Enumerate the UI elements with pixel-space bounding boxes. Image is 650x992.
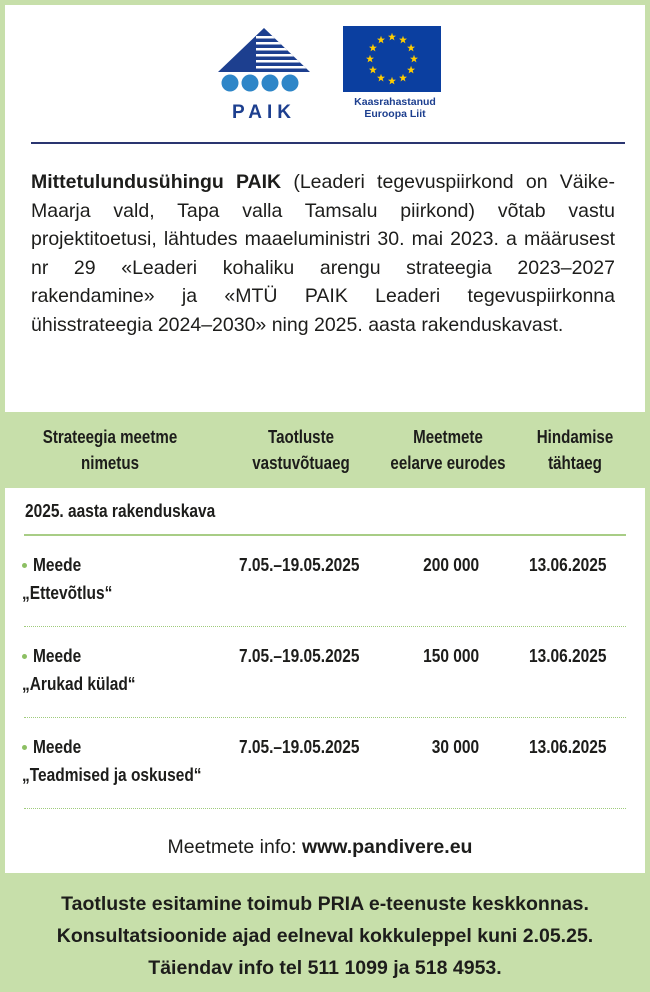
measure-label: Meede: [33, 646, 82, 666]
table-row: [0, 551, 650, 641]
eu-logo: [343, 26, 447, 124]
intro-lead: Mittetulundusühingu PAIK: [31, 171, 282, 193]
intro-divider: [31, 142, 625, 144]
budget-value: 150 000: [423, 646, 479, 666]
eu-caption: Kaasrahastanud Euroopa Liit: [354, 96, 436, 120]
paik-emblem-icon: [216, 26, 312, 124]
budget-value: 30 000: [431, 737, 479, 757]
eu-flag-icon: [343, 26, 441, 92]
plan-title: 2025. aasta rakenduskava: [25, 501, 216, 521]
bullet-icon: [22, 563, 27, 568]
measure-name: „Ettevõtlus“: [22, 583, 113, 603]
header-application-period: Taotluste vastuvõtuaeg: [252, 427, 350, 473]
table-row: [0, 733, 650, 823]
header-budget: Meetmete eelarve eurodes: [390, 427, 506, 473]
row-divider: [24, 808, 626, 809]
plan-divider: [24, 534, 626, 536]
row-divider: [24, 626, 626, 627]
footer-line-consultation: Konsultatsioonide ajad eelneval kokkuleppel kuni 2.05.25.: [56, 925, 594, 947]
footer-notice: [0, 888, 650, 984]
table-row: [0, 642, 650, 732]
measure-name: „Teadmised ja oskused“: [22, 765, 202, 785]
footer-line-contact: Täiendav info tel 511 1099 ja 518 4953.: [148, 957, 502, 979]
deadline-value: 13.06.2025: [529, 555, 607, 575]
measure-label: Meede: [33, 737, 82, 757]
row-divider: [24, 717, 626, 718]
application-period: 7.05.–19.05.2025: [239, 555, 360, 575]
intro-body: (Leaderi tegevuspiirkond on Väike-Maarja vald, Tapa valla Tamsalu piirkond) võtab vastu projektitoetusi, lähtudes maaeluministri 30. mai 2023. a määrusest nr 29 «Leaderi kohaliku arengu strateegia 2023–2027 rakendamine» ja «MTÜ PAIK Leaderi tegevuspiirkonna ühisstrateegia 2024–2030» ning 2025. aasta rakenduskavast.: [31, 171, 616, 336]
info-label: Meetmete info:: [167, 836, 302, 858]
deadline-value: 13.06.2025: [529, 646, 607, 666]
info-line: [0, 834, 640, 860]
application-period: 7.05.–19.05.2025: [239, 737, 360, 757]
website-link[interactable]: www.pandivere.eu: [301, 836, 473, 858]
footer-line-submission: Taotluste esitamine toimub PRIA e-teenuste keskkonnas.: [61, 893, 589, 915]
deadline-value: 13.06.2025: [529, 737, 607, 757]
paik-logo: [216, 26, 312, 124]
bullet-icon: [22, 654, 27, 659]
paik-wordmark: PAIK: [232, 102, 296, 123]
bullet-icon: [22, 745, 27, 750]
intro-text: [31, 168, 615, 339]
logo-bar: [0, 26, 640, 126]
application-period: 7.05.–19.05.2025: [239, 646, 360, 666]
header-measure-name: Strateegia meetme nimetus: [42, 427, 178, 473]
measure-name: „Arukad külad“: [22, 674, 136, 694]
measure-label: Meede: [33, 555, 82, 575]
header-deadline: Hindamise tähtaeg: [536, 427, 614, 473]
budget-value: 200 000: [423, 555, 479, 575]
